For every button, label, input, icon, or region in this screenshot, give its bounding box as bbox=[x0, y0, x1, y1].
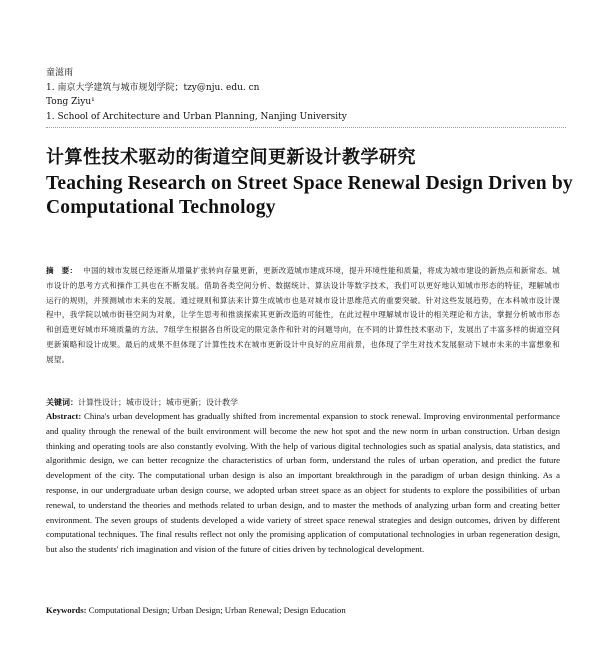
author-name-zh: 童滋雨 bbox=[46, 68, 74, 78]
author-name-en: Tong Ziyu¹ bbox=[46, 97, 95, 107]
abstract-en-text: China's urban development has gradually shifted from incremental expansion to stock renewal. Improving environmental performance and quality through the renewal of the built environment will become the new hot spot and the new norm in urban construction. Urban design thinking and operating tools are also constantly evolving. With the help of various digital technologies such as spatial analysis, data statistics, and algorithmic design, we can better recognize the characteristics of urban form, understand the rules of urban operation, and predict the future development of the city. The computational urban design is also an important breakthrough in the paradigm of urban design thinking. As a response, in our undergraduate urban design course, we adopted urban street space as an object for students to explore the possibilities of urban renewal, to understand the theories and methods related to urban design, and to master the methods of analyzing urban form and creating better environment. The seven groups of students developed a wide variety of street space renewal strategies and design outcomes, driven by different computational techniques. The final results reflect not only the promising application of computational technologies in urban regeneration design, but also the students' rich imagination and vision of the future of cities driven by technological development. bbox=[46, 411, 560, 555]
abstract-zh bbox=[46, 264, 560, 368]
keywords-en bbox=[46, 604, 560, 617]
affiliation-en: 1. School of Architecture and Urban Planning, Nanjing University bbox=[46, 111, 347, 122]
abstract-en-label: Abstract: bbox=[46, 411, 82, 421]
abstract-zh-text: 中国的城市发展已经逐渐从增量扩张转向存量更新，更新改造城市建成环境，提升环境性能和质量，将成为城市建设的新热点和新常态。城市设计的思考方式和操作工具也在不断发展。借助各类空间分析、数据统计、算法设计等数字技术，我们可以更好地认知城市形态的特征，理解城市运行的规则，并预测城市未来的发展。通过规则和算法来计算生成城市也是对城市设计思维范式的重要突破。针对这些发展趋势，在本科城市设计课程中，我学院以城市街巷空间为对象，让学生思考和推演探索其更新改造的可能性，在此过程中理解城市设计的相关理论和方法，掌握分析城市形态和创造更好城市环境质量的方法。7组学生根据各自所设定的限定条件和针对的问题导向，在不同的计算性技术驱动下，发展出了丰富多样的街道空间更新策略和设计成果。最后的成果不但体现了计算性技术在城市更新设计中良好的应用前景，也体现了学生对技术发展驱动下城市未来的丰富想象和展望。 bbox=[46, 266, 560, 364]
keywords-zh-label: 关键词： bbox=[46, 398, 78, 407]
keywords-en-text: Computational Design; Urban Design; Urban Renewal; Design Education bbox=[88, 605, 346, 615]
keywords-en-label: Keywords: bbox=[46, 605, 87, 615]
header-divider bbox=[46, 127, 566, 128]
keywords-zh bbox=[46, 396, 560, 409]
keywords-zh-text: 计算性设计；城市设计；城市更新；设计教学 bbox=[78, 398, 238, 407]
paper-title-zh: 计算性技术驱动的街道空间更新设计教学研究 bbox=[46, 147, 416, 168]
abstract-en bbox=[46, 409, 560, 557]
author-block bbox=[46, 66, 566, 124]
affiliation-zh: 1. 南京大学建筑与城市规划学院；tzy@nju. edu. cn bbox=[46, 82, 260, 93]
paper-title-en: Teaching Research on Street Space Renewal Design Driven by Computational Technology bbox=[46, 173, 573, 218]
abstract-zh-label: 摘 要： bbox=[46, 266, 78, 275]
